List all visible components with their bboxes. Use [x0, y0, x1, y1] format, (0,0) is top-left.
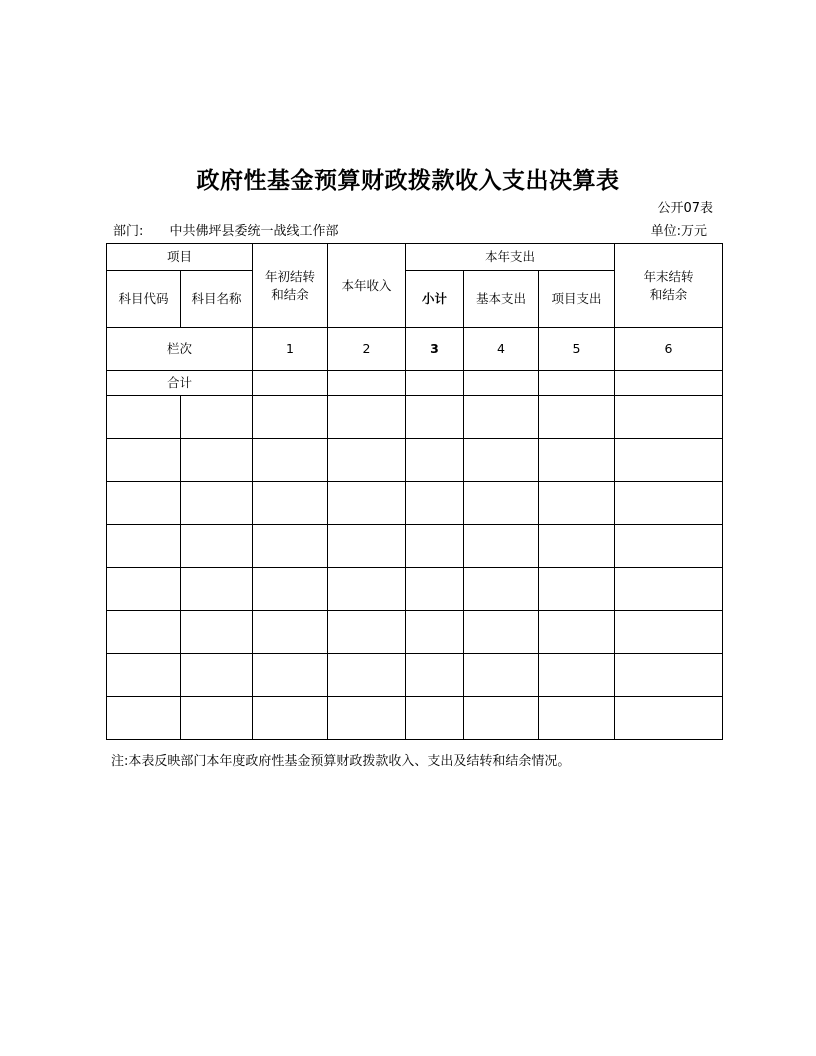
- table-cell: [253, 439, 328, 482]
- table-cell: [464, 654, 539, 697]
- total-label: 合计: [107, 371, 253, 396]
- row-index-5: 5: [539, 328, 615, 371]
- row-index: [107, 328, 723, 371]
- department-line: [113, 220, 339, 239]
- table-cell: [181, 697, 253, 740]
- header-project-exp: 项目支出: [539, 271, 615, 328]
- table-cell: [253, 697, 328, 740]
- table-cell: [253, 482, 328, 525]
- table-cell: [107, 525, 181, 568]
- table-cell: [253, 568, 328, 611]
- table-cell: [464, 568, 539, 611]
- table-cell: [464, 396, 539, 439]
- table-row: [107, 525, 723, 568]
- table-cell: [539, 568, 615, 611]
- table-cell: [181, 611, 253, 654]
- table-cell: [328, 611, 406, 654]
- table-cell: [107, 654, 181, 697]
- table-cell: [107, 568, 181, 611]
- table-cell: [328, 568, 406, 611]
- table-cell: [539, 697, 615, 740]
- table-cell: [107, 611, 181, 654]
- table-cell: [107, 482, 181, 525]
- row-index-label: 栏次: [107, 328, 253, 371]
- table-cell: [181, 396, 253, 439]
- header-end-balance-line1: 年末结转: [643, 268, 694, 284]
- total-cell: [539, 371, 615, 396]
- table-cell: [406, 568, 464, 611]
- table-cell: [539, 654, 615, 697]
- total-cell: [328, 371, 406, 396]
- total-cell: [464, 371, 539, 396]
- table-cell: [253, 525, 328, 568]
- table-cell: [328, 697, 406, 740]
- header-subtotal: 小计: [406, 271, 464, 328]
- table-row: [107, 654, 723, 697]
- header-end-balance: [615, 244, 723, 328]
- page-title: 政府性基金预算财政拨款收入支出决算表: [196, 168, 620, 194]
- table-cell: [406, 482, 464, 525]
- table-cell: [328, 654, 406, 697]
- table-cell: [181, 654, 253, 697]
- table-cell: [406, 525, 464, 568]
- table-row: [107, 396, 723, 439]
- table-row: [107, 568, 723, 611]
- department-name: 中共佛坪县委统一战线工作部: [169, 224, 339, 239]
- header-row-1: [107, 244, 723, 271]
- header-begin-balance: [253, 244, 328, 328]
- table-cell: [406, 611, 464, 654]
- header-begin-balance-line1: 年初结转: [265, 268, 316, 284]
- table-cell: [615, 396, 723, 439]
- table-cell: [615, 525, 723, 568]
- table-cell: [615, 697, 723, 740]
- total-cell: [615, 371, 723, 396]
- table-cell: [464, 697, 539, 740]
- table-row: [107, 611, 723, 654]
- table-cell: [328, 396, 406, 439]
- table-cell: [253, 396, 328, 439]
- report-table: [106, 243, 723, 740]
- header-subject-code: 科目代码: [107, 271, 181, 328]
- table-cell: [253, 654, 328, 697]
- table-cell: [328, 525, 406, 568]
- table-cell: [253, 611, 328, 654]
- header-item: 项目: [107, 244, 253, 271]
- total-cell: [253, 371, 328, 396]
- unit-label: 单位:万元: [650, 224, 707, 239]
- header-basic-exp: 基本支出: [464, 271, 539, 328]
- table-cell: [464, 482, 539, 525]
- row-index-3: 3: [406, 328, 464, 371]
- table-cell: [406, 439, 464, 482]
- header-income: 本年收入: [328, 244, 406, 328]
- table-row: [107, 697, 723, 740]
- table-cell: [539, 396, 615, 439]
- total-row: [107, 371, 723, 396]
- table-cell: [615, 654, 723, 697]
- header-end-balance-line2: 和结余: [649, 286, 688, 302]
- header-begin-balance-line2: 和结余: [271, 286, 309, 302]
- header-subject-name: 科目名称: [181, 271, 253, 328]
- table-cell: [107, 697, 181, 740]
- header-expenditure: 本年支出: [406, 244, 615, 271]
- table-cell: [539, 525, 615, 568]
- row-index-1: 1: [253, 328, 328, 371]
- table-cell: [328, 482, 406, 525]
- table-cell: [615, 568, 723, 611]
- table-cell: [406, 396, 464, 439]
- table-cell: [406, 654, 464, 697]
- table-cell: [464, 611, 539, 654]
- table-cell: [615, 611, 723, 654]
- table-cell: [406, 697, 464, 740]
- table-cell: [539, 482, 615, 525]
- row-index-6: 6: [615, 328, 723, 371]
- row-index-2: 2: [328, 328, 406, 371]
- department-label: 部门:: [113, 224, 144, 239]
- table-cell: [539, 611, 615, 654]
- table-cell: [181, 482, 253, 525]
- row-index-4: 4: [464, 328, 539, 371]
- footnote: 注:本表反映部门本年度政府性基金预算财政拨款收入、支出及结转和结余情况。: [111, 754, 571, 769]
- table-cell: [539, 439, 615, 482]
- table-cell: [464, 439, 539, 482]
- table-cell: [615, 482, 723, 525]
- table-cell: [181, 525, 253, 568]
- table-cell: [107, 396, 181, 439]
- table-cell: [615, 439, 723, 482]
- table-cell: [107, 439, 181, 482]
- table-cell: [328, 439, 406, 482]
- total-cell: [406, 371, 464, 396]
- table-row: [107, 482, 723, 525]
- table-cell: [181, 439, 253, 482]
- table-cell: [181, 568, 253, 611]
- table-cell: [464, 525, 539, 568]
- form-number: 公开07表: [657, 201, 713, 216]
- table-row: [107, 439, 723, 482]
